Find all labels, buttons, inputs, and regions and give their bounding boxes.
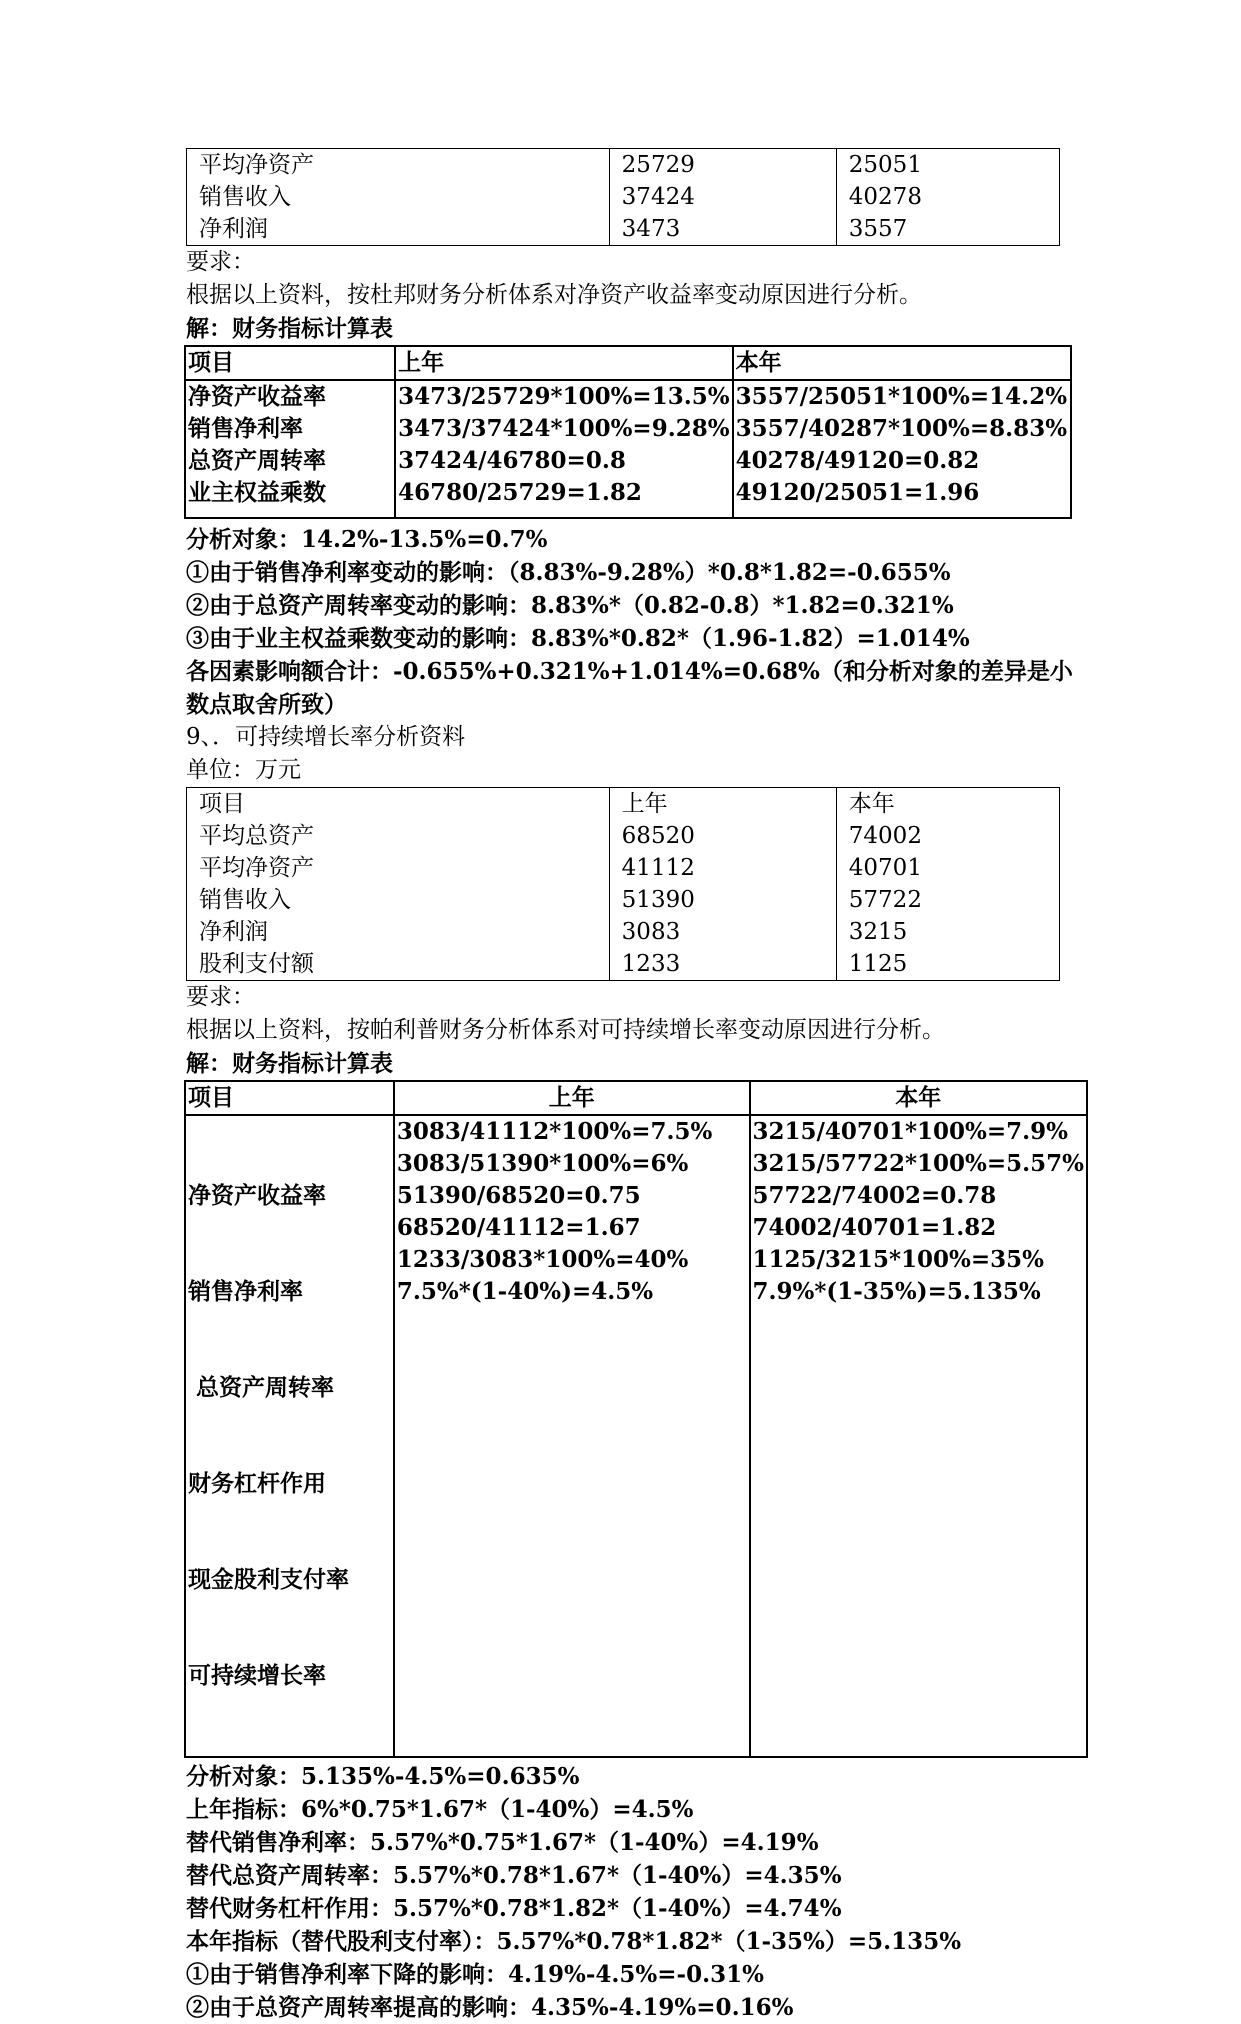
requirement-text: 根据以上资料，按杜邦财务分析体系对净资产收益率变动原因进行分析。 xyxy=(186,282,922,308)
analysis-line: 分析对象：14.2%-13.5%=0.7% xyxy=(186,526,548,553)
analysis-line: 替代总资产周转率：5.57%*0.78*1.67*（1-40%）=4.35% xyxy=(186,1862,842,1889)
analysis-line: 替代销售净利率：5.57%*0.75*1.67*（1-40%）=4.19% xyxy=(186,1829,819,1856)
table-cell: 25051 40278 3557 xyxy=(836,149,1059,246)
table-cell: 3215/40701*100%=7.9% 3215/57722*100%=5.57% 57722/74002=0.78 74002/40701=1.82 1125/3215*100%=35% 7.9%*(1-35%)=5.135% xyxy=(750,1115,1087,1757)
table-cell: 本年 74002 40701 57722 3215 1125 xyxy=(836,788,1059,981)
header-cell: 上年 xyxy=(395,346,732,380)
table-cell: 3473/25729*100%=13.5% 3473/37424*100%=9.28% 37424/46780=0.8 46780/25729=1.82 xyxy=(395,380,732,518)
solution-title: 解：财务指标计算表 xyxy=(186,1050,393,1077)
analysis-line: 分析对象：5.135%-4.5%=0.635% xyxy=(186,1763,580,1790)
analysis-line: 替代财务杠杆作用：5.57%*0.78*1.82*（1-40%）=4.74% xyxy=(186,1895,842,1922)
header-cell: 本年 xyxy=(733,346,1071,380)
analysis-line: 上年指标：6%*0.75*1.67*（1-40%）=4.5% xyxy=(186,1796,694,1823)
unit-label: 单位：万元 xyxy=(186,757,301,783)
data-table-continued xyxy=(186,148,1060,246)
section-heading: 9、．可持续增长率分析资料 xyxy=(186,724,466,750)
palepu-calc-table xyxy=(184,1080,1088,1758)
dupont-calc-table xyxy=(184,345,1072,519)
requirement-label: 要求： xyxy=(186,984,255,1010)
table-row xyxy=(185,1115,1087,1757)
table-cell: 净资产收益率 销售净利率 总资产周转率 财务杠杆作用 现金股利支付率 可持续增长率 xyxy=(185,1115,394,1757)
analysis-line: 本年指标（替代股利支付率）：5.57%*0.78*1.82*（1-35%）=5.135% xyxy=(186,1928,962,1955)
table-cell: 25729 37424 3473 xyxy=(609,149,836,246)
table-header-row xyxy=(185,1081,1087,1115)
table-cell: 平均净资产 销售收入 净利润 xyxy=(187,149,610,246)
header-cell: 上年 xyxy=(394,1081,750,1115)
header-cell: 本年 xyxy=(750,1081,1087,1115)
growth-data-table xyxy=(186,787,1060,981)
table-cell: 净资产收益率 销售净利率 总资产周转率 业主权益乘数 xyxy=(185,380,395,518)
analysis-line: ②由于总资产周转率变动的影响：8.83%*（0.82-0.8）*1.82=0.321% xyxy=(186,592,954,619)
analysis-line: ③由于业主权益乘数变动的影响：8.83%*0.82*（1.96-1.82）=1.014% xyxy=(186,625,970,652)
analysis-line: ①由于销售净利率下降的影响：4.19%-4.5%=-0.31% xyxy=(186,1961,764,1988)
requirement-label: 要求： xyxy=(186,249,255,275)
table-cell: 3083/41112*100%=7.5% 3083/51390*100%=6% 51390/68520=0.75 68520/41112=1.67 1233/3083*100%=40% 7.5%*(1-40%)=4.5% xyxy=(394,1115,750,1757)
analysis-line: ②由于总资产周转率提高的影响：4.35%-4.19%=0.16% xyxy=(186,1994,794,2021)
header-cell: 项目 xyxy=(185,346,395,380)
header-cell: 项目 xyxy=(185,1081,394,1115)
requirement-text: 根据以上资料，按帕利普财务分析体系对可持续增长率变动原因进行分析。 xyxy=(186,1017,945,1043)
table-row xyxy=(185,380,1071,518)
analysis-line: 数点取舍所致） xyxy=(186,691,347,718)
table-cell: 上年 68520 41112 51390 3083 1233 xyxy=(609,788,836,981)
analysis-line: ①由于销售净利率变动的影响：（8.83%-9.28%）*0.8*1.82=-0.655% xyxy=(186,559,951,586)
table-cell: 项目 平均总资产 平均净资产 销售收入 净利润 股利支付额 xyxy=(187,788,610,981)
analysis-line: 各因素影响额合计：-0.655%+0.321%+1.014%=0.68%（和分析对象的差异是小 xyxy=(186,658,1073,685)
table-cell: 3557/25051*100%=14.2% 3557/40287*100%=8.83% 40278/49120=0.82 49120/25051=1.96 xyxy=(733,380,1071,518)
table-header-row xyxy=(185,346,1071,380)
document-page xyxy=(186,148,1086,2024)
solution-title: 解：财务指标计算表 xyxy=(186,315,393,342)
